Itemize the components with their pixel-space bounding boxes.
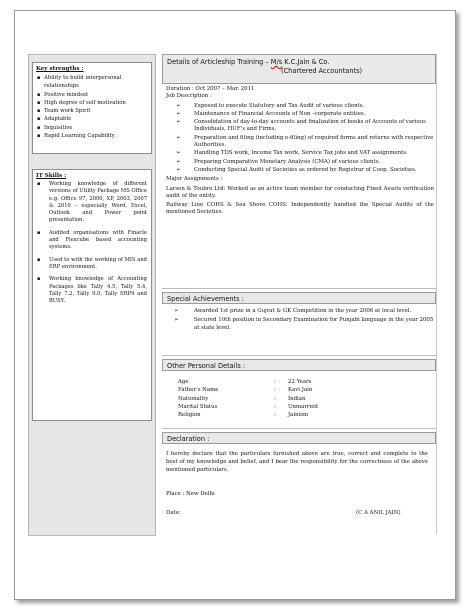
divider	[162, 428, 436, 429]
it-skills-heading: IT Skills :	[36, 173, 67, 179]
list-item: ▪ Working knowledge of Accounting Packages like Tally 4.5, Tally 5.4, Tally 7.2, Tally 9.0, Tally ERP9 and BUSY.	[37, 276, 151, 305]
date-text: Date:	[166, 510, 181, 516]
list-item: ▪ Ability to build interpersonal relationships	[37, 74, 151, 91]
list-item: ▪ Adaptable	[37, 115, 151, 123]
articleship-heading	[162, 54, 436, 84]
table-row: Religion : Jainism	[178, 412, 309, 419]
articleship-section	[166, 86, 434, 217]
list-item: ▪ Working knowledge of different versions of Utility Package MS Office e.g. Office 97, 2000, XP, 2003, 2007 & 2010 – especially Word, Excel, Outlook and Power point presentation.	[37, 181, 151, 225]
list-item: ➢ Exposed to execute Statutory and Tax Audit of various clients.	[176, 103, 434, 110]
duration-text: Duration : Oct 2007 – Mar. 2011	[166, 86, 255, 92]
list-item: ▪ Audited organisations with Finacle and Flexcube based accounting systems.	[37, 230, 151, 252]
table-row: Nationality : Indian	[178, 395, 306, 402]
it-skills-box	[32, 169, 152, 421]
list-item: ➢ Consolidation of day-to-day accounts and finalization of books of Accounts of various Individuals, HUF’s and Firms.	[176, 119, 434, 134]
declaration-text: I hereby declare that the particulars furnished above are true, correct and complete to the best of my knowledge and belief, and I bear the responsibility for the correctness of the above mentioned particulars.	[166, 451, 428, 474]
major-assignment-1: Larsen & Toubro Ltd: Worked as an active team member for conducting Fixed Assets verification audit of the entity.	[166, 185, 434, 199]
job-description-label: Job Description :	[166, 93, 212, 100]
personal-details-table	[178, 378, 318, 419]
major-assignment-2: Railway Line COHS & Sea Shore COHS: Independently handled the Special Audits of the mentioned Societies.	[166, 202, 434, 216]
list-item: ➢ Secured 10th position in Secondary Examination for Punjabi language in the year 2005 at state level.	[174, 317, 434, 332]
list-item: ➢ Awarded 1st prize in a Gujrat & GK Competition in the year 2006 at local level.	[174, 308, 434, 315]
achievements-section	[166, 308, 434, 334]
list-item: ➢ Handling TDS work, Income Tax work, Service Tax jobs and VAT assignments.	[176, 150, 434, 157]
table-row: Marital Status : Unmarried	[178, 403, 318, 410]
achievements-heading: Special Achievements :	[162, 292, 436, 304]
place-text: Place : New Delhi	[166, 491, 215, 497]
divider	[162, 355, 436, 356]
table-row: Father’s Name : Kavi Jain	[178, 387, 313, 394]
key-strengths-list	[33, 74, 151, 140]
signature-name: (C A ANIL JAIN)	[356, 510, 401, 516]
list-item: ▪ Inquisitive	[37, 124, 151, 132]
personal-details-heading: Other Personal Details :	[162, 359, 436, 371]
list-item: ➢ Maintenance of Financial Accounts of Non –corporate entities.	[176, 111, 434, 118]
list-item: ▪ Team work Spirit	[37, 107, 151, 115]
list-item: ➢ Conducting Special Audit of Societies as ordered by Registrar of Coop. Societies.	[176, 167, 434, 174]
key-strengths-heading: Key strengths :	[36, 66, 84, 72]
job-duties-list	[166, 103, 434, 175]
major-assignments-label: Major Assignments :	[166, 176, 223, 183]
sidebar-panel	[28, 54, 156, 536]
achievements-list	[166, 308, 434, 332]
table-row: Age : 22 Years	[178, 379, 312, 385]
list-item: ▪ Used to with the working of MIS and ERP environment.	[37, 257, 151, 272]
articleship-subtitle: (Chartered Accountants)	[281, 67, 363, 75]
list-item: ▪ High degree of self motivation	[37, 99, 151, 107]
list-item: ➢ Preparation and filing (including e-filing) of required forms and returns with respective Authorities.	[176, 135, 434, 150]
list-item: ▪ Rapid Learning Capability	[37, 132, 151, 140]
key-strengths-box	[32, 62, 152, 154]
list-item: ➢ Preparing Comparative Monetary Analysis (CMA) of various clients.	[176, 159, 434, 166]
right-border	[436, 54, 437, 534]
list-item: ▪ Positive mindset	[37, 91, 151, 99]
declaration-heading: Declaration :	[162, 432, 436, 444]
divider	[162, 288, 436, 289]
it-skills-list	[33, 181, 151, 305]
articleship-title: Details of Articleship Training – M/s K.C.Jain & Co.	[167, 58, 330, 66]
